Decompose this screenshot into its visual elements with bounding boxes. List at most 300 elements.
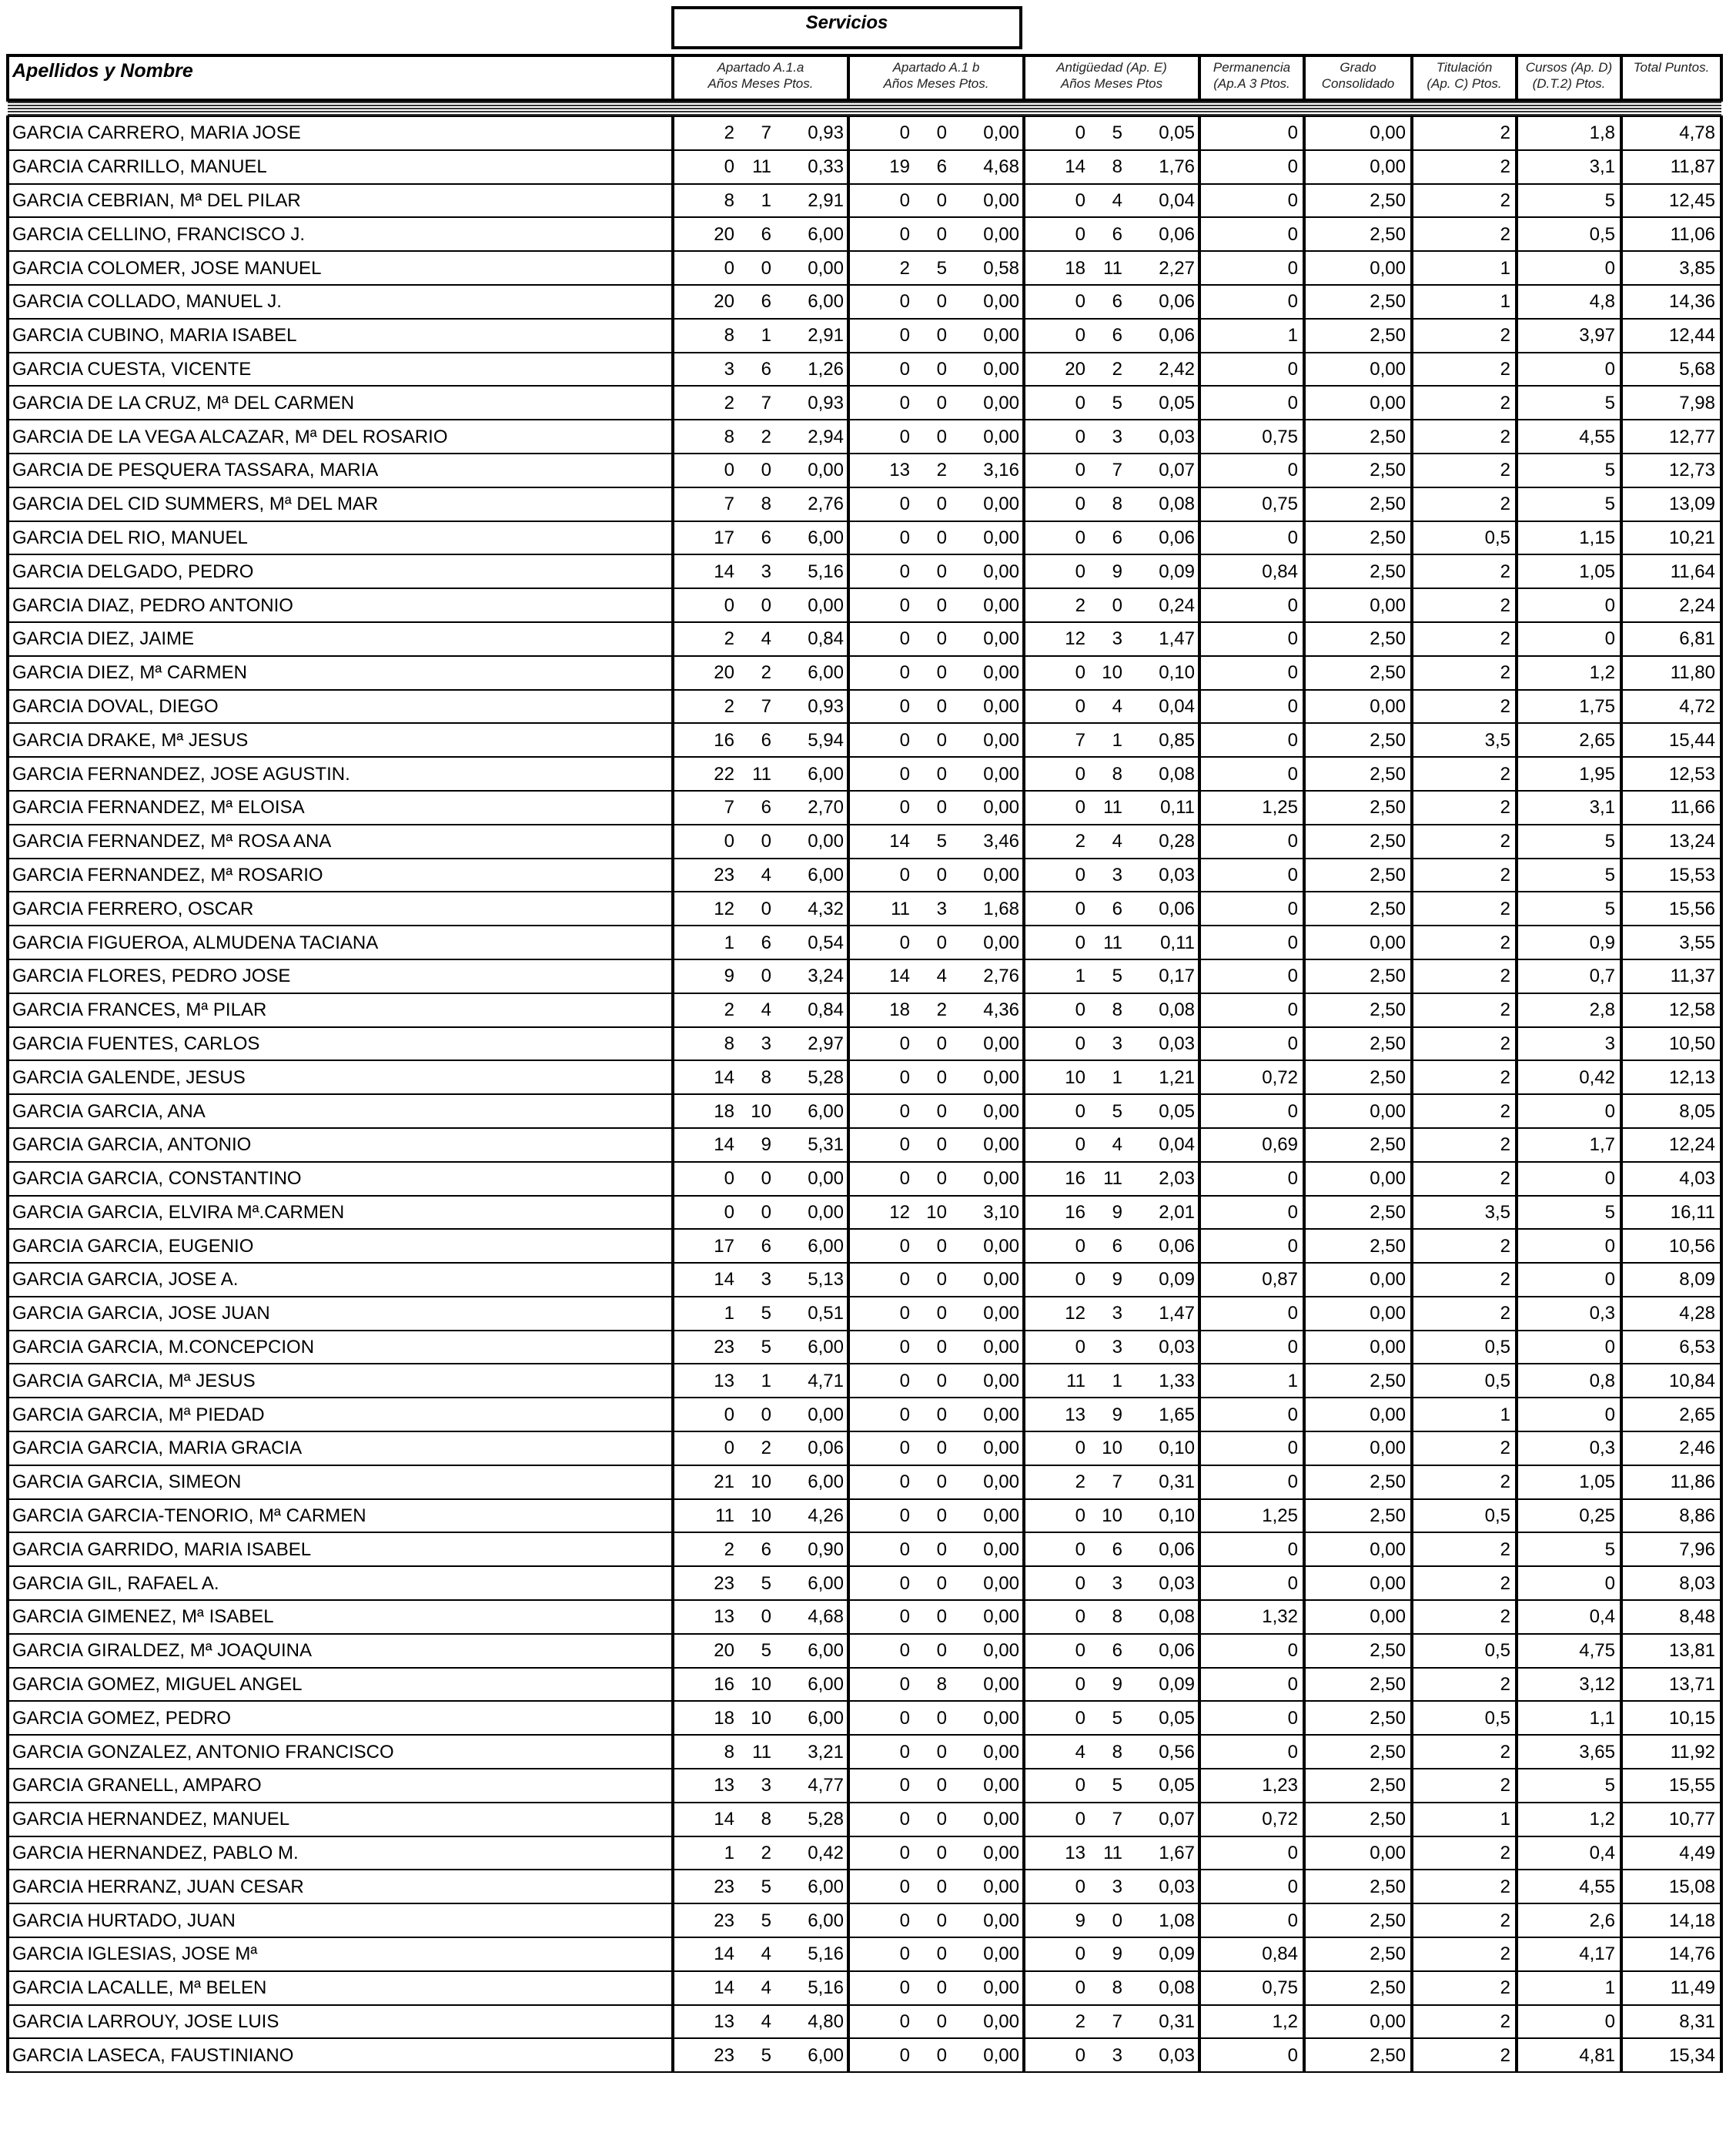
points-value: 3,16 bbox=[983, 460, 1019, 481]
row-total: 14,36 bbox=[1621, 285, 1721, 319]
row-antiguedad bbox=[1024, 1229, 1199, 1263]
years-value: 0 bbox=[899, 1674, 910, 1696]
row-titulacion: 2 bbox=[1412, 588, 1517, 622]
row-grado: 2,50 bbox=[1304, 1701, 1412, 1735]
row-antiguedad bbox=[1024, 1701, 1199, 1735]
years-value: 0 bbox=[1075, 392, 1085, 413]
points-value: 0,17 bbox=[1159, 966, 1195, 987]
points-value: 0,00 bbox=[983, 1876, 1019, 1897]
row-name: GARCIA LARROUY, JOSE LUIS bbox=[8, 2005, 673, 2039]
row-titulacion: 2 bbox=[1412, 454, 1517, 487]
row-titulacion: 2 bbox=[1412, 1229, 1517, 1263]
row-antiguedad bbox=[1024, 217, 1199, 251]
row-name: GARCIA GARCIA, Mª JESUS bbox=[8, 1364, 673, 1398]
row-grado: 2,50 bbox=[1304, 1971, 1412, 2005]
row-grado: 2,50 bbox=[1304, 1128, 1412, 1162]
row-grado: 2,50 bbox=[1304, 1870, 1412, 1903]
row-permanencia: 0 bbox=[1199, 1870, 1304, 1903]
row-cursos: 3,1 bbox=[1517, 150, 1621, 184]
row-total: 10,56 bbox=[1621, 1229, 1721, 1263]
months-value: 0 bbox=[936, 1876, 947, 1897]
points-value: 0,00 bbox=[983, 358, 1019, 380]
row-a1a bbox=[673, 116, 848, 150]
row-permanencia: 0 bbox=[1199, 859, 1304, 892]
row-a1b bbox=[848, 757, 1024, 791]
months-value: 0 bbox=[936, 223, 947, 245]
header-name: Apellidos y Nombre bbox=[8, 55, 673, 100]
row-antiguedad bbox=[1024, 1431, 1199, 1465]
row-grado: 2,50 bbox=[1304, 1364, 1412, 1398]
months-value: 11 bbox=[1103, 1168, 1122, 1190]
months-value: 2 bbox=[761, 662, 771, 684]
points-value: 0,00 bbox=[983, 1438, 1019, 1459]
table-row bbox=[8, 1499, 1721, 1533]
points-value: 4,68 bbox=[983, 156, 1019, 178]
months-value: 8 bbox=[1112, 999, 1122, 1021]
points-value: 0,00 bbox=[983, 494, 1019, 515]
row-cursos: 1,2 bbox=[1517, 656, 1621, 690]
years-value: 20 bbox=[714, 1640, 734, 1662]
months-value: 5 bbox=[1112, 1100, 1122, 1122]
points-value: 4,36 bbox=[983, 999, 1019, 1021]
table-row bbox=[8, 892, 1721, 926]
months-value: 4 bbox=[936, 966, 947, 987]
row-permanencia: 0 bbox=[1199, 1465, 1304, 1499]
points-value: 0,84 bbox=[808, 628, 844, 650]
points-value: 5,16 bbox=[808, 1977, 844, 1999]
row-a1b bbox=[848, 319, 1024, 353]
row-a1a bbox=[673, 217, 848, 251]
points-value: 2,91 bbox=[808, 189, 844, 211]
years-value: 18 bbox=[714, 1707, 734, 1729]
row-a1a bbox=[673, 1634, 848, 1668]
years-value: 2 bbox=[899, 257, 910, 279]
row-a1b bbox=[848, 825, 1024, 859]
row-antiguedad bbox=[1024, 1735, 1199, 1769]
row-antiguedad bbox=[1024, 1769, 1199, 1803]
row-name: GARCIA LASECA, FAUSTINIANO bbox=[8, 2038, 673, 2072]
row-a1a bbox=[673, 353, 848, 387]
row-name: GARCIA GARCIA, ELVIRA Mª.CARMEN bbox=[8, 1196, 673, 1230]
scores-table bbox=[6, 54, 1723, 2073]
row-antiguedad bbox=[1024, 2005, 1199, 2039]
months-value: 1 bbox=[761, 1370, 771, 1391]
row-permanencia: 0,69 bbox=[1199, 1128, 1304, 1162]
months-value: 0 bbox=[761, 1201, 771, 1223]
points-value: 0,00 bbox=[983, 1404, 1019, 1425]
row-a1b bbox=[848, 1668, 1024, 1702]
months-value: 4 bbox=[1112, 831, 1122, 852]
points-value: 0,00 bbox=[983, 291, 1019, 313]
points-value: 0,00 bbox=[983, 1775, 1019, 1796]
row-titulacion: 2 bbox=[1412, 757, 1517, 791]
row-cursos: 0,9 bbox=[1517, 926, 1621, 959]
row-total: 7,98 bbox=[1621, 386, 1721, 420]
points-value: 5,31 bbox=[808, 1134, 844, 1156]
row-titulacion: 2 bbox=[1412, 420, 1517, 454]
months-value: 0 bbox=[936, 1235, 947, 1257]
points-value: 0,03 bbox=[1159, 1033, 1195, 1054]
row-grado: 2,50 bbox=[1304, 959, 1412, 993]
points-value: 0,28 bbox=[1159, 831, 1195, 852]
row-antiguedad bbox=[1024, 1162, 1199, 1196]
years-value: 0 bbox=[724, 460, 734, 481]
table-row bbox=[8, 1297, 1721, 1331]
years-value: 0 bbox=[724, 1168, 734, 1190]
row-permanencia: 0 bbox=[1199, 993, 1304, 1027]
row-grado: 2,50 bbox=[1304, 622, 1412, 656]
table-row bbox=[8, 1465, 1721, 1499]
row-titulacion: 2 bbox=[1412, 217, 1517, 251]
row-grado: 2,50 bbox=[1304, 554, 1412, 588]
points-value: 0,09 bbox=[1159, 1269, 1195, 1291]
table-row bbox=[8, 420, 1721, 454]
months-value: 0 bbox=[936, 358, 947, 380]
row-antiguedad bbox=[1024, 757, 1199, 791]
row-total: 11,06 bbox=[1621, 217, 1721, 251]
row-permanencia: 0 bbox=[1199, 454, 1304, 487]
row-name: GARCIA HERNANDEZ, PABLO M. bbox=[8, 1836, 673, 1870]
row-titulacion: 2 bbox=[1412, 959, 1517, 993]
row-a1a bbox=[673, 859, 848, 892]
points-value: 6,00 bbox=[808, 1235, 844, 1257]
points-value: 0,00 bbox=[983, 1337, 1019, 1358]
row-name: GARCIA HURTADO, JUAN bbox=[8, 1903, 673, 1937]
years-value: 23 bbox=[714, 864, 734, 886]
table-row bbox=[8, 487, 1721, 521]
months-value: 5 bbox=[761, 1876, 771, 1897]
months-value: 0 bbox=[761, 594, 771, 616]
row-name: GARCIA GALENDE, JESUS bbox=[8, 1060, 673, 1094]
row-total: 5,68 bbox=[1621, 353, 1721, 387]
points-value: 0,03 bbox=[1159, 426, 1195, 447]
months-value: 6 bbox=[1112, 325, 1122, 346]
points-value: 0,07 bbox=[1159, 1809, 1195, 1830]
row-a1b bbox=[848, 1364, 1024, 1398]
years-value: 2 bbox=[724, 628, 734, 650]
years-value: 0 bbox=[899, 695, 910, 717]
months-value: 8 bbox=[1112, 1606, 1122, 1628]
row-antiguedad bbox=[1024, 251, 1199, 285]
row-antiguedad bbox=[1024, 1398, 1199, 1431]
points-value: 6,00 bbox=[808, 527, 844, 548]
row-total: 15,44 bbox=[1621, 723, 1721, 757]
row-a1b bbox=[848, 1735, 1024, 1769]
row-grado: 2,50 bbox=[1304, 1634, 1412, 1668]
years-value: 0 bbox=[1075, 1977, 1085, 1999]
points-value: 0,00 bbox=[983, 1505, 1019, 1527]
table-row bbox=[8, 217, 1721, 251]
points-value: 5,16 bbox=[808, 1943, 844, 1965]
years-value: 3 bbox=[724, 358, 734, 380]
row-total: 7,96 bbox=[1621, 1532, 1721, 1566]
row-total: 12,44 bbox=[1621, 319, 1721, 353]
row-titulacion: 2 bbox=[1412, 1060, 1517, 1094]
row-a1a bbox=[673, 319, 848, 353]
table-row bbox=[8, 554, 1721, 588]
row-grado: 2,50 bbox=[1304, 1668, 1412, 1702]
points-value: 0,06 bbox=[1159, 291, 1195, 313]
row-grado: 2,50 bbox=[1304, 1027, 1412, 1061]
row-permanencia: 0 bbox=[1199, 1297, 1304, 1331]
points-value: 6,00 bbox=[808, 291, 844, 313]
row-titulacion: 0,5 bbox=[1412, 1331, 1517, 1364]
points-value: 0,93 bbox=[808, 695, 844, 717]
months-value: 2 bbox=[1112, 358, 1122, 380]
row-titulacion: 2 bbox=[1412, 2005, 1517, 2039]
row-permanencia: 0 bbox=[1199, 1735, 1304, 1769]
months-value: 2 bbox=[761, 1843, 771, 1864]
points-value: 1,33 bbox=[1159, 1370, 1195, 1391]
row-a1a bbox=[673, 1735, 848, 1769]
months-value: 0 bbox=[936, 1066, 947, 1088]
months-value: 3 bbox=[1112, 1303, 1122, 1324]
row-cursos: 0 bbox=[1517, 251, 1621, 285]
row-permanencia: 0 bbox=[1199, 757, 1304, 791]
months-value: 0 bbox=[936, 628, 947, 650]
years-value: 17 bbox=[714, 1235, 734, 1257]
row-name: GARCIA DOVAL, DIEGO bbox=[8, 690, 673, 724]
row-a1b bbox=[848, 1600, 1024, 1634]
months-value: 0 bbox=[936, 494, 947, 515]
row-name: GARCIA CEBRIAN, Mª DEL PILAR bbox=[8, 184, 673, 218]
years-value: 2 bbox=[1075, 594, 1085, 616]
row-cursos: 0,25 bbox=[1517, 1499, 1621, 1533]
table-row bbox=[8, 251, 1721, 285]
row-name: GARCIA HERNANDEZ, MANUEL bbox=[8, 1803, 673, 1836]
years-value: 11 bbox=[891, 898, 910, 919]
row-name: GARCIA DELGADO, PEDRO bbox=[8, 554, 673, 588]
row-grado: 2,50 bbox=[1304, 420, 1412, 454]
row-cursos: 2,65 bbox=[1517, 723, 1621, 757]
row-cursos: 0,42 bbox=[1517, 1060, 1621, 1094]
years-value: 23 bbox=[714, 1337, 734, 1358]
years-value: 0 bbox=[1075, 1100, 1085, 1122]
row-grado: 0,00 bbox=[1304, 251, 1412, 285]
years-value: 10 bbox=[1065, 1066, 1085, 1088]
row-antiguedad bbox=[1024, 1836, 1199, 1870]
points-value: 0,07 bbox=[1159, 460, 1195, 481]
months-value: 11 bbox=[1103, 257, 1122, 279]
row-a1a bbox=[673, 1870, 848, 1903]
row-a1a bbox=[673, 791, 848, 825]
table-row bbox=[8, 622, 1721, 656]
row-grado: 2,50 bbox=[1304, 757, 1412, 791]
table-row bbox=[8, 1937, 1721, 1971]
points-value: 2,03 bbox=[1159, 1168, 1195, 1190]
row-name: GARCIA FERNANDEZ, JOSE AGUSTIN. bbox=[8, 757, 673, 791]
points-value: 5,13 bbox=[808, 1269, 844, 1291]
row-grado: 0,00 bbox=[1304, 1263, 1412, 1297]
points-value: 0,11 bbox=[1160, 932, 1195, 953]
months-value: 0 bbox=[761, 1404, 771, 1425]
row-titulacion: 2 bbox=[1412, 319, 1517, 353]
points-value: 0,00 bbox=[983, 797, 1019, 819]
months-value: 9 bbox=[1112, 1943, 1122, 1965]
years-value: 7 bbox=[724, 797, 734, 819]
row-cursos: 1,05 bbox=[1517, 554, 1621, 588]
months-value: 11 bbox=[1103, 1843, 1122, 1864]
years-value: 8 bbox=[724, 1741, 734, 1763]
row-a1a bbox=[673, 588, 848, 622]
years-value: 9 bbox=[724, 966, 734, 987]
months-value: 2 bbox=[936, 999, 947, 1021]
months-value: 3 bbox=[1112, 426, 1122, 447]
row-cursos: 1,75 bbox=[1517, 690, 1621, 724]
table-row bbox=[8, 285, 1721, 319]
years-value: 0 bbox=[899, 1269, 910, 1291]
row-cursos: 1,8 bbox=[1517, 116, 1621, 150]
table-row bbox=[8, 353, 1721, 387]
row-titulacion: 1 bbox=[1412, 251, 1517, 285]
row-cursos: 5 bbox=[1517, 386, 1621, 420]
months-value: 9 bbox=[1112, 1201, 1122, 1223]
points-value: 1,76 bbox=[1159, 156, 1195, 178]
row-titulacion: 0,5 bbox=[1412, 1499, 1517, 1533]
row-a1a bbox=[673, 1027, 848, 1061]
row-a1a bbox=[673, 420, 848, 454]
row-a1a bbox=[673, 1263, 848, 1297]
years-value: 0 bbox=[899, 1606, 910, 1628]
row-antiguedad bbox=[1024, 690, 1199, 724]
row-titulacion: 0,5 bbox=[1412, 1701, 1517, 1735]
years-value: 20 bbox=[714, 223, 734, 245]
years-value: 13 bbox=[889, 460, 910, 481]
years-value: 1 bbox=[724, 932, 734, 953]
months-value: 0 bbox=[936, 729, 947, 751]
row-antiguedad bbox=[1024, 1532, 1199, 1566]
months-value: 0 bbox=[936, 1538, 947, 1560]
row-total: 13,81 bbox=[1621, 1634, 1721, 1668]
points-value: 0,09 bbox=[1159, 1674, 1195, 1696]
row-permanencia: 0 bbox=[1199, 588, 1304, 622]
row-a1a bbox=[673, 1499, 848, 1533]
row-a1b bbox=[848, 1634, 1024, 1668]
row-name: GARCIA GIMENEZ, Mª ISABEL bbox=[8, 1600, 673, 1634]
row-permanencia: 0,75 bbox=[1199, 487, 1304, 521]
months-value: 3 bbox=[1112, 2044, 1122, 2066]
row-a1a bbox=[673, 1465, 848, 1499]
row-cursos: 1,05 bbox=[1517, 1465, 1621, 1499]
row-name: GARCIA DE LA VEGA ALCAZAR, Mª DEL ROSARIO bbox=[8, 420, 673, 454]
header-separator bbox=[8, 100, 1721, 116]
years-value: 12 bbox=[889, 1201, 910, 1223]
years-value: 0 bbox=[899, 1370, 910, 1391]
months-value: 10 bbox=[751, 1471, 771, 1493]
row-name: GARCIA GARCIA, M.CONCEPCION bbox=[8, 1331, 673, 1364]
points-value: 0,10 bbox=[1159, 1505, 1195, 1527]
row-grado: 2,50 bbox=[1304, 656, 1412, 690]
years-value: 0 bbox=[899, 1572, 910, 1594]
years-value: 2 bbox=[1075, 1471, 1085, 1493]
years-value: 2 bbox=[724, 392, 734, 413]
row-permanencia: 0 bbox=[1199, 1532, 1304, 1566]
points-value: 0,93 bbox=[808, 392, 844, 413]
row-total: 11,80 bbox=[1621, 656, 1721, 690]
row-total: 11,86 bbox=[1621, 1465, 1721, 1499]
row-permanencia: 0 bbox=[1199, 521, 1304, 555]
points-value: 0,00 bbox=[983, 1640, 1019, 1662]
row-permanencia: 0 bbox=[1199, 622, 1304, 656]
row-titulacion: 2 bbox=[1412, 791, 1517, 825]
row-a1a bbox=[673, 150, 848, 184]
years-value: 0 bbox=[899, 2044, 910, 2066]
months-value: 10 bbox=[1102, 1505, 1122, 1527]
row-a1b bbox=[848, 1836, 1024, 1870]
points-value: 4,71 bbox=[808, 1370, 844, 1391]
row-name: GARCIA CARRILLO, MANUEL bbox=[8, 150, 673, 184]
months-value: 4 bbox=[1112, 695, 1122, 717]
row-titulacion: 2 bbox=[1412, 1532, 1517, 1566]
table-row bbox=[8, 588, 1721, 622]
years-value: 0 bbox=[724, 1201, 734, 1223]
row-a1b bbox=[848, 1331, 1024, 1364]
header-cursos: Cursos (Ap. D) (D.T.2) Ptos. bbox=[1517, 55, 1621, 100]
months-value: 4 bbox=[761, 1977, 771, 1999]
years-value: 16 bbox=[714, 1674, 734, 1696]
years-value: 0 bbox=[899, 426, 910, 447]
points-value: 1,08 bbox=[1159, 1910, 1195, 1931]
row-a1b bbox=[848, 386, 1024, 420]
table-row bbox=[8, 859, 1721, 892]
table-row bbox=[8, 1094, 1721, 1128]
row-grado: 0,00 bbox=[1304, 386, 1412, 420]
row-antiguedad bbox=[1024, 1870, 1199, 1903]
points-value: 6,00 bbox=[808, 1572, 844, 1594]
years-value: 7 bbox=[1075, 729, 1085, 751]
months-value: 6 bbox=[761, 1538, 771, 1560]
row-a1b bbox=[848, 892, 1024, 926]
row-a1a bbox=[673, 1398, 848, 1431]
row-antiguedad bbox=[1024, 1668, 1199, 1702]
row-grado: 2,50 bbox=[1304, 217, 1412, 251]
row-a1b bbox=[848, 2005, 1024, 2039]
table-row bbox=[8, 690, 1721, 724]
months-value: 5 bbox=[1112, 1775, 1122, 1796]
row-permanencia: 0,84 bbox=[1199, 1937, 1304, 1971]
row-permanencia: 0 bbox=[1199, 2038, 1304, 2072]
years-value: 8 bbox=[724, 325, 734, 346]
months-value: 6 bbox=[761, 797, 771, 819]
row-total: 13,71 bbox=[1621, 1668, 1721, 1702]
row-grado: 2,50 bbox=[1304, 285, 1412, 319]
years-value: 0 bbox=[899, 1843, 910, 1864]
row-total: 10,77 bbox=[1621, 1803, 1721, 1836]
row-a1a bbox=[673, 656, 848, 690]
table-row bbox=[8, 1735, 1721, 1769]
row-total: 12,73 bbox=[1621, 454, 1721, 487]
row-grado: 2,50 bbox=[1304, 1769, 1412, 1803]
years-value: 0 bbox=[1075, 1707, 1085, 1729]
months-value: 3 bbox=[761, 1269, 771, 1291]
years-value: 0 bbox=[899, 189, 910, 211]
row-total: 2,46 bbox=[1621, 1431, 1721, 1465]
row-a1a bbox=[673, 622, 848, 656]
row-name: GARCIA IGLESIAS, JOSE Mª bbox=[8, 1937, 673, 1971]
row-cursos: 1,95 bbox=[1517, 757, 1621, 791]
years-value: 1 bbox=[1075, 966, 1085, 987]
row-titulacion: 2 bbox=[1412, 1971, 1517, 2005]
months-value: 0 bbox=[936, 695, 947, 717]
points-value: 0,06 bbox=[808, 1438, 844, 1459]
row-total: 10,84 bbox=[1621, 1364, 1721, 1398]
points-value: 0,06 bbox=[1159, 325, 1195, 346]
header-a1b: Apartado A.1 b Años Meses Ptos. bbox=[848, 55, 1024, 100]
row-name: GARCIA CUBINO, MARIA ISABEL bbox=[8, 319, 673, 353]
years-value: 0 bbox=[1075, 662, 1085, 684]
years-value: 13 bbox=[714, 2011, 734, 2033]
table-row bbox=[8, 1600, 1721, 1634]
